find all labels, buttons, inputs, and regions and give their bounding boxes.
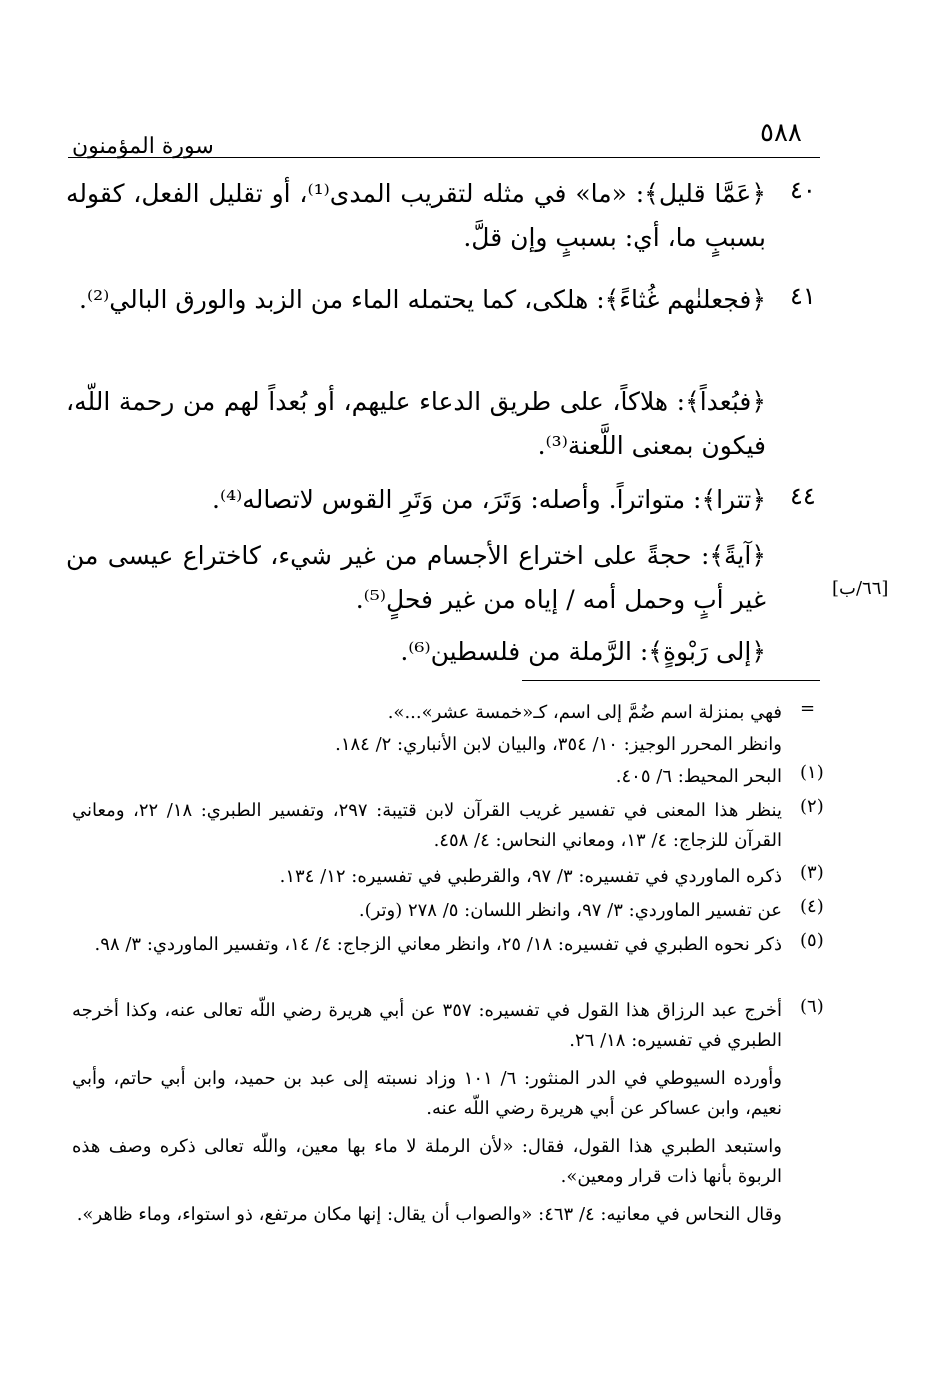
footnote-number: (١) bbox=[800, 762, 824, 783]
footnote-number: (٦) bbox=[800, 996, 824, 1017]
verse-number: ٤٠ bbox=[790, 176, 816, 204]
footnote-number: (٤) bbox=[800, 896, 824, 917]
verse-number: ٤١ bbox=[790, 282, 816, 310]
commentary-entry: ﴿فبُعداً﴾: هلاكاً، على طريق الدعاء عليهم، أو بُعداً لهم من رحمة اللّه، فيكون بمعنى اللَّعنة⁽³⁾. bbox=[66, 387, 766, 460]
footnote-text: ذكر نحوه الطبري في تفسيره: ١٨/ ٢٥، وانظر معاني الزجاج: ٤/ ١٤، وتفسير الماوردي: ٣/ ٩٨. bbox=[94, 934, 782, 955]
manuscript-folio-ref: [٦٦/ب] bbox=[832, 578, 889, 599]
footnote-text: البحر المحيط: ٦/ ٤٠٥. bbox=[615, 766, 782, 787]
footnote-text: أخرج عبد الرزاق هذا القول في تفسيره: ٣٥٧ عن أبي هريرة رضي اللّه تعالى عنه، وكذا أخرجه الطبري في تفسيره: ١٨/ ٢٦. bbox=[72, 1000, 782, 1051]
surah-title: سورة المؤمنون bbox=[72, 134, 214, 159]
footnote-text: وقال النحاس في معانيه: ٤/ ٤٦٣: «والصواب أن يقال: إنها مكان مرتفع، ذو استواء، وماء ظاهر». bbox=[76, 1204, 782, 1225]
footnote-number: (٥) bbox=[800, 930, 824, 951]
footnote-text: عن تفسير الماوردي: ٣/ ٩٧، وانظر اللسان: ٥/ ٢٧٨ (وتر). bbox=[358, 900, 782, 921]
verse-number: ٤٤ bbox=[790, 482, 816, 510]
commentary-entry: ﴿عَمَّا قليل﴾: «ما» في مثله لتقريب المدى⁽¹⁾، أو تقليل الفعل، كقوله بسببٍ ما، أي: بسببٍ وإن قلَّ. bbox=[66, 179, 766, 252]
footnote-number: = bbox=[800, 698, 816, 719]
commentary-entry: ﴿فجعلنٰهم غُثاءً﴾: هلكى، كما يحتمله الماء من الزبد والورق البالي⁽²⁾. bbox=[79, 285, 766, 314]
footnote-text: وانظر المحرر الوجيز: ١٠/ ٣٥٤، والبيان لابن الأنباري: ٢/ ١٨٤. bbox=[335, 734, 782, 755]
commentary-entry: ﴿آيةً﴾: حجةً على اختراع الأجسام من غير شيء، كاختراع عيسى من غير أبٍ وحمل أمه / إياه من غير فحلٍ⁽⁵⁾. bbox=[66, 541, 766, 614]
footnote-text: فهي بمنزلة اسم ضُمَّ إلى اسم، كـ«خمسة عشر»...». bbox=[387, 702, 782, 723]
header-rule bbox=[68, 157, 820, 158]
footnote-text: ينظر هذا المعنى في تفسير غريب القرآن لابن قتيبة: ٢٩٧، وتفسير الطبري: ١٨/ ٢٢، ومعاني القرآن للزجاج: ٤/ ١٣، ومعاني النحاس: ٤/ ٤٥٨. bbox=[72, 800, 782, 851]
page-number: ٥٨٨ bbox=[760, 118, 802, 148]
footnote-text: وأورده السيوطي في الدر المنثور: ٦/ ١٠١ وزاد نسبته إلى عبد بن حميد، وابن أبي حاتم، وأبي نعيم، وابن عساكر عن أبي هريرة رضي اللّه عنه. bbox=[72, 1068, 782, 1119]
footnote-rule bbox=[522, 680, 820, 681]
commentary-entry: ﴿إلى رَبْوةٍ﴾: الرَّملة من فلسطين⁽⁶⁾. bbox=[400, 637, 766, 666]
footnote-text: واستبعد الطبري هذا القول، فقال: «لأن الرملة لا ماء بها معين، واللّه تعالى ذكره وصف هذه الربوة بأنها ذات قرار ومعين». bbox=[72, 1136, 782, 1187]
footnote-text: ذكره الماوردي في تفسيره: ٣/ ٩٧، والقرطبي في تفسيره: ١٢/ ١٣٤. bbox=[279, 866, 782, 887]
footnote-number: (٢) bbox=[800, 796, 824, 817]
commentary-entry: ﴿تترا﴾: متواتراً. وأصله: وَتَرَ، من وَتَرِ القوس لاتصاله⁽⁴⁾. bbox=[212, 485, 766, 514]
footnote-number: (٣) bbox=[800, 862, 824, 883]
